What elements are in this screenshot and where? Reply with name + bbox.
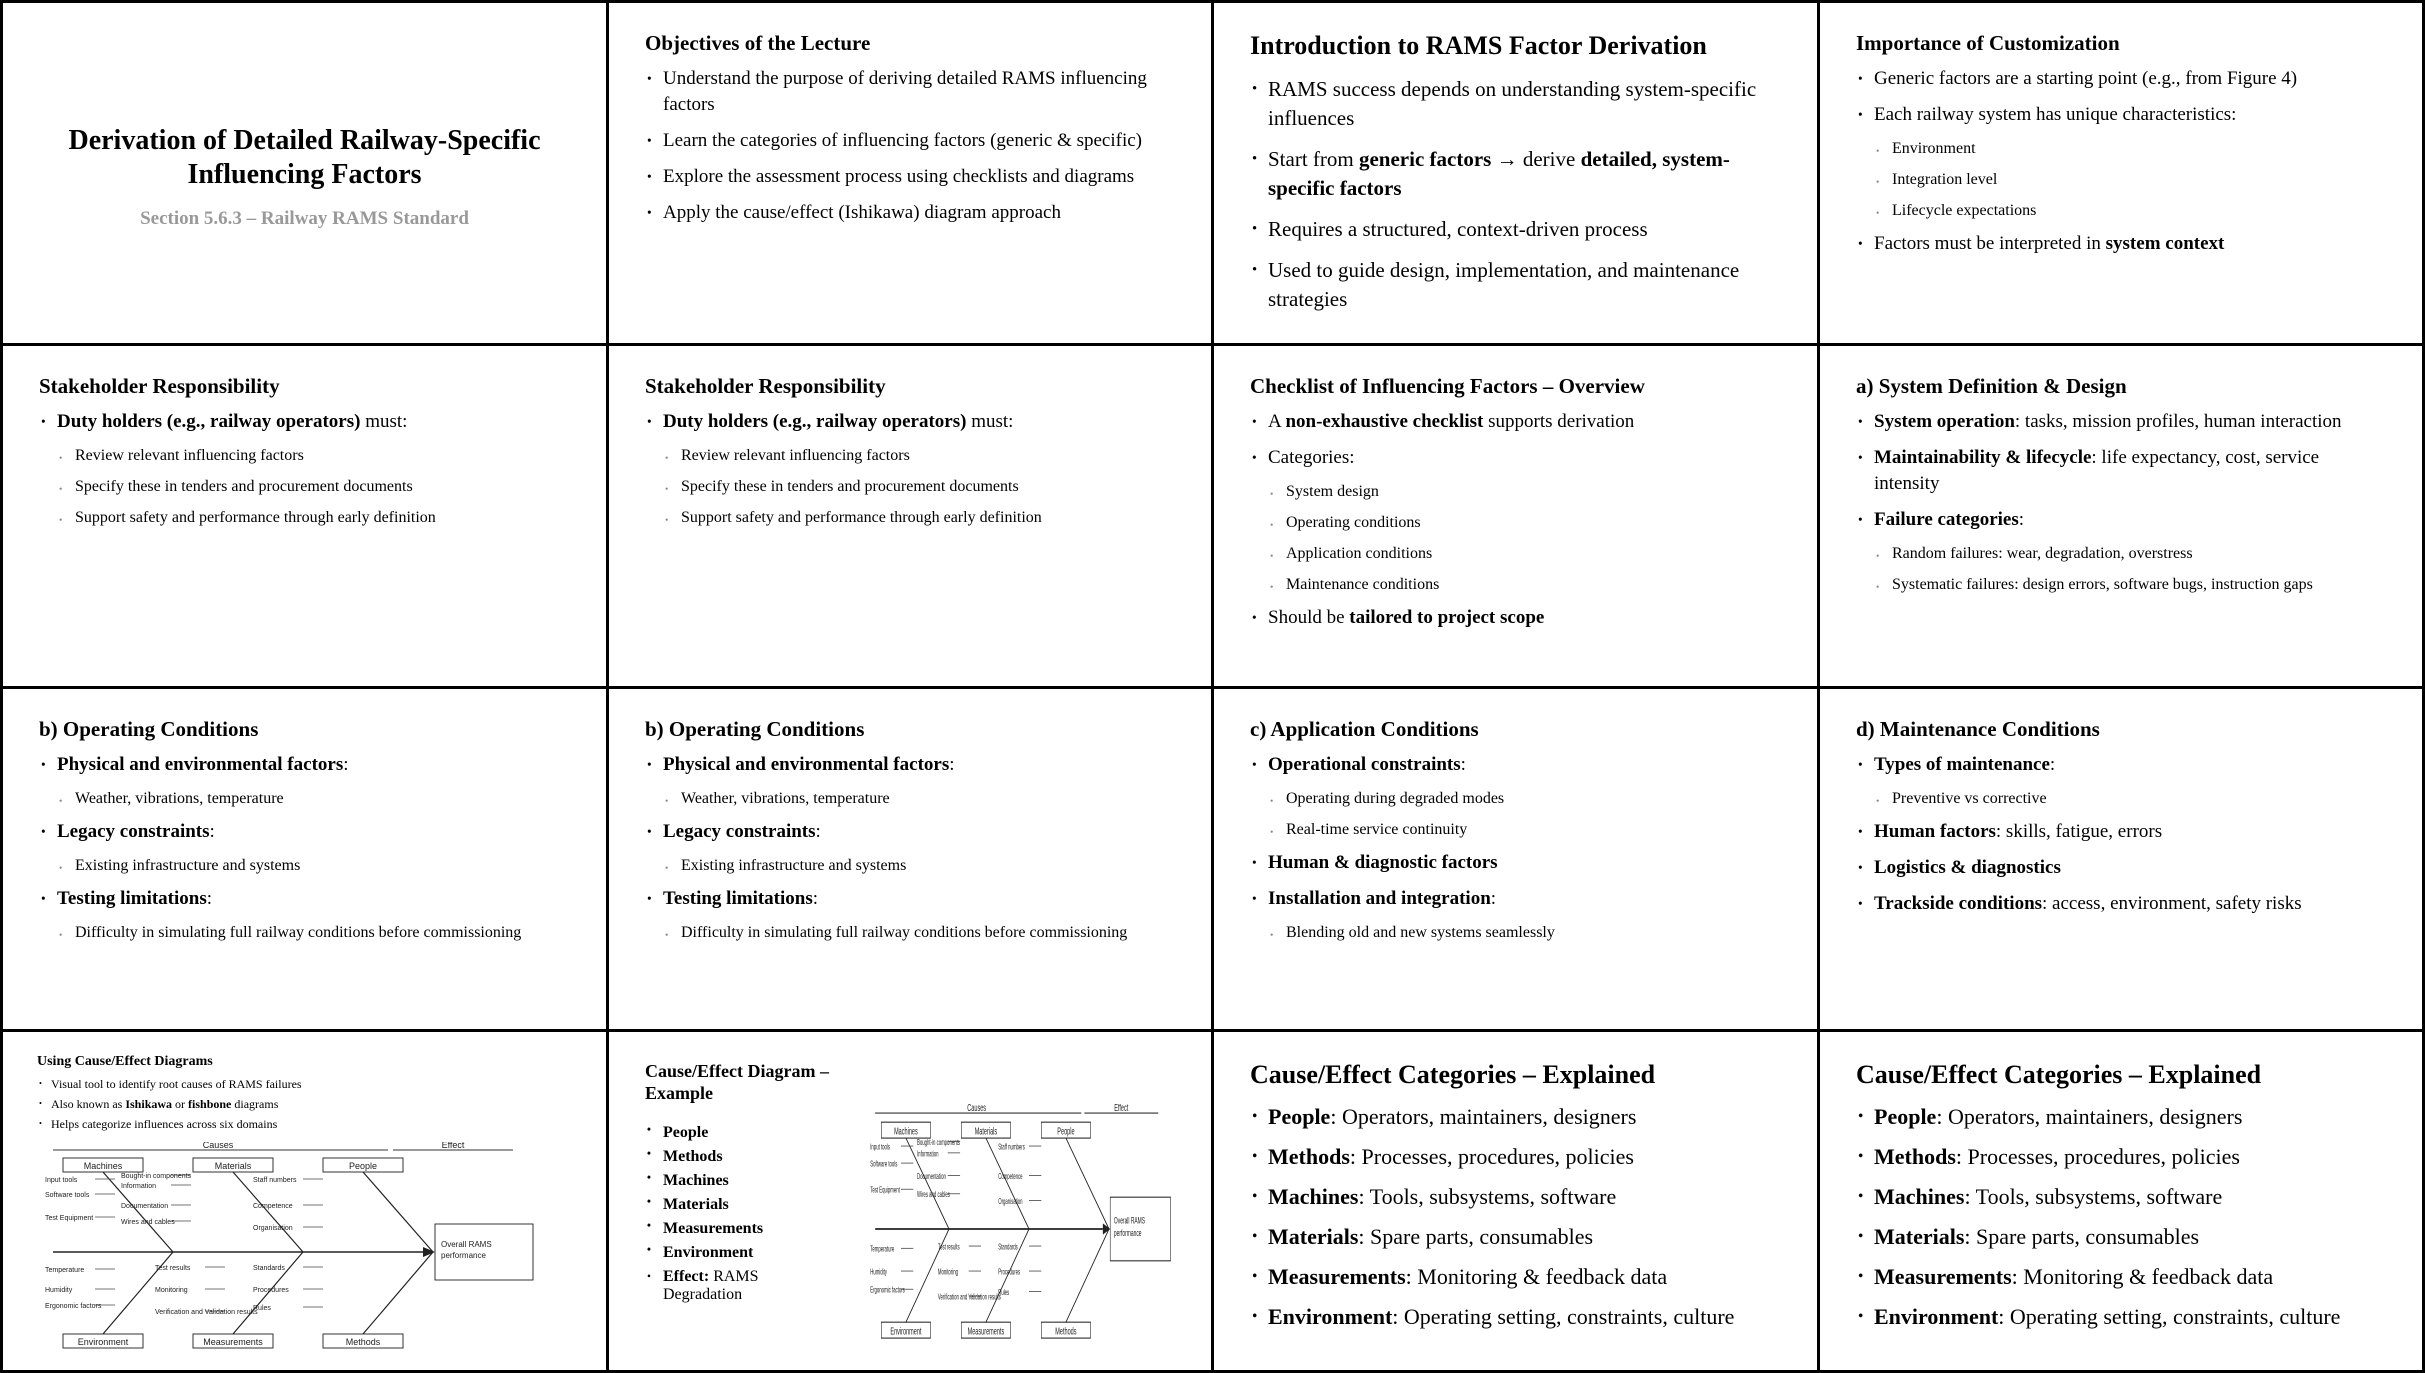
cause-label: Standards bbox=[998, 1243, 1018, 1252]
bullet: • Helps categorize influences across six domains bbox=[37, 1116, 576, 1132]
cause-label: Software tools bbox=[870, 1160, 898, 1169]
sub-bullet: • Support safety and performance through early definition bbox=[39, 507, 570, 529]
bullet: • Environment bbox=[645, 1244, 825, 1262]
slide-9[interactable] bbox=[3, 689, 606, 1029]
bullet: • Operational constraints: bbox=[1250, 752, 1781, 778]
causes-label: Causes bbox=[202, 1142, 234, 1150]
cause-label: Information bbox=[917, 1150, 939, 1159]
sub-bullet: • Integration level bbox=[1856, 169, 2386, 191]
slide-8[interactable] bbox=[1820, 346, 2422, 686]
slide-title: Cause/Effect Diagram – Example bbox=[645, 1061, 829, 1103]
bullet: • Materials: Spare parts, consumables bbox=[1250, 1222, 1781, 1252]
slide-10[interactable] bbox=[609, 689, 1211, 1029]
cause-label: Bought-in components bbox=[121, 1173, 192, 1180]
slide-14[interactable] bbox=[609, 1032, 1211, 1370]
slide-11[interactable] bbox=[1214, 689, 1817, 1029]
bullet: • Testing limitations: bbox=[39, 886, 570, 912]
bullet: • Effect: RAMS Degradation bbox=[645, 1268, 825, 1304]
bone bbox=[363, 1172, 433, 1252]
bullet: • Understand the purpose of deriving detailed RAMS influencing factors bbox=[645, 66, 1175, 118]
bullet: • RAMS success depends on understanding system-specific influences bbox=[1250, 75, 1781, 133]
sub-bullet: • Existing infrastructure and systems bbox=[645, 855, 1175, 877]
sub-bullet: • Existing infrastructure and systems bbox=[39, 855, 570, 877]
slide-title: b) Operating Conditions bbox=[39, 717, 259, 741]
bullet: • Factors must be interpreted in system context bbox=[1856, 231, 2386, 257]
slide-6[interactable] bbox=[609, 346, 1211, 686]
bullet: • Logistics & diagnostics bbox=[1856, 855, 2386, 881]
bullet: • People bbox=[645, 1124, 825, 1142]
slide-title: Importance of Customization bbox=[1856, 31, 2120, 55]
bullet: • People: Operators, maintainers, designers bbox=[1250, 1102, 1781, 1132]
category-label: Materials bbox=[974, 1125, 998, 1138]
sub-bullet: • Difficulty in simulating full railway conditions before commissioning bbox=[645, 922, 1175, 944]
bullet: • Methods: Processes, procedures, policies bbox=[1250, 1142, 1781, 1172]
fishbone-large bbox=[45, 1142, 533, 1348]
sub-bullet: • Specify these in tenders and procurement documents bbox=[645, 476, 1175, 498]
bullet: • A non-exhaustive checklist supports derivation bbox=[1250, 409, 1781, 435]
bullet: • Requires a structured, context-driven process bbox=[1250, 215, 1781, 244]
bullet: • Legacy constraints: bbox=[645, 819, 1175, 845]
effect-label: Effect bbox=[441, 1142, 465, 1150]
bone bbox=[1066, 1229, 1109, 1322]
bullet: • Explore the assessment process using checklists and diagrams bbox=[645, 164, 1175, 190]
bullet: • Categories: bbox=[1250, 445, 1781, 471]
sub-bullet: • Maintenance conditions bbox=[1250, 574, 1781, 596]
sub-bullet: • Real-time service continuity bbox=[1250, 819, 1781, 841]
cause-label: Test results bbox=[937, 1243, 960, 1252]
bullet: • Visual tool to identify root causes of RAMS failures bbox=[37, 1076, 576, 1092]
cause-label: Organisation bbox=[998, 1197, 1023, 1207]
slide-12[interactable] bbox=[1820, 689, 2422, 1029]
result-label: Overall RAMS bbox=[441, 1240, 492, 1249]
slide-title: Objectives of the Lecture bbox=[645, 31, 871, 55]
fishbone-diagram-small bbox=[869, 1104, 1189, 1354]
bullet: • Materials: Spare parts, consumables bbox=[1856, 1222, 2386, 1252]
sub-bullet: • System design bbox=[1250, 481, 1781, 503]
cause-label: Standards bbox=[253, 1265, 285, 1272]
sub-bullet: • Operating conditions bbox=[1250, 512, 1781, 534]
sub-bullet: • Operating during degraded modes bbox=[1250, 788, 1781, 810]
sub-bullet: • Preventive vs corrective bbox=[1856, 788, 2386, 810]
bullet: • Human factors: skills, fatigue, errors bbox=[1856, 819, 2386, 845]
category-label: Environment bbox=[890, 1325, 922, 1338]
cause-label: Documentation bbox=[121, 1203, 169, 1210]
bullet: • Testing limitations: bbox=[645, 886, 1175, 912]
bone bbox=[1066, 1138, 1109, 1229]
bullet: • Measurements: Monitoring & feedback data bbox=[1250, 1262, 1781, 1292]
slide-5[interactable] bbox=[3, 346, 606, 686]
cause-label: Temperature bbox=[870, 1245, 895, 1255]
slide-title: Stakeholder Responsibility bbox=[39, 374, 280, 398]
bullet: • Types of maintenance: bbox=[1856, 752, 2386, 778]
bullet: • Measurements bbox=[645, 1220, 825, 1238]
bullet: • Machines: Tools, subsystems, software bbox=[1250, 1182, 1781, 1212]
sub-bullet: • Application conditions bbox=[1250, 543, 1781, 565]
bullet: • People: Operators, maintainers, designers bbox=[1856, 1102, 2386, 1132]
category-label: People bbox=[348, 1161, 378, 1171]
bullet: • Environment: Operating setting, constraints, culture bbox=[1856, 1302, 2386, 1332]
slide-13[interactable] bbox=[3, 1032, 606, 1370]
slide-16[interactable] bbox=[1820, 1032, 2422, 1370]
slide-title: Using Cause/Effect Diagrams bbox=[37, 1054, 213, 1069]
bullet: • Should be tailored to project scope bbox=[1250, 605, 1781, 631]
causes-label: Causes bbox=[967, 1104, 987, 1114]
bullet: • Physical and environmental factors: bbox=[645, 752, 1175, 778]
slide-subtitle: Section 5.6.3 – Railway RAMS Standard bbox=[140, 208, 469, 229]
spine-arrow bbox=[423, 1247, 435, 1257]
category-label: Methods bbox=[1055, 1325, 1077, 1338]
slide-15[interactable] bbox=[1214, 1032, 1817, 1370]
cause-label: Procedures bbox=[998, 1268, 1021, 1277]
sub-bullet: • Review relevant influencing factors bbox=[645, 445, 1175, 467]
cause-label: Monitoring bbox=[155, 1287, 188, 1294]
bullet: • Failure categories: bbox=[1856, 507, 2386, 533]
cause-label: Ergonomic factors bbox=[45, 1303, 102, 1310]
bullet: • Methods: Processes, procedures, policies bbox=[1856, 1142, 2386, 1172]
cause-label: Humidity bbox=[870, 1268, 887, 1277]
sub-bullet: • Review relevant influencing factors bbox=[39, 445, 570, 467]
cause-label: Verification and Validation results bbox=[155, 1309, 258, 1316]
cause-label: Bought-in components bbox=[917, 1138, 960, 1148]
slide-3[interactable] bbox=[1214, 3, 1817, 343]
cause-label: Input tools bbox=[45, 1177, 78, 1184]
bullet: • Learn the categories of influencing factors (generic & specific) bbox=[645, 128, 1175, 154]
bone bbox=[363, 1252, 433, 1334]
slide-title: Derivation of Detailed Railway-Specific Influencing Factors bbox=[68, 125, 541, 190]
slide-title: Cause/Effect Categories – Explained bbox=[1856, 1060, 2262, 1089]
bullet: • Duty holders (e.g., railway operators) must: bbox=[39, 409, 570, 435]
slide-4[interactable] bbox=[1820, 3, 2422, 343]
cause-label: Wires and cables bbox=[917, 1190, 950, 1200]
bullet: • Measurements: Monitoring & feedback data bbox=[1856, 1262, 2386, 1292]
cause-label: Staff numbers bbox=[253, 1177, 297, 1184]
category-label: Methods bbox=[345, 1337, 381, 1347]
cause-label: Documentation bbox=[917, 1172, 946, 1182]
category-label: Measurements bbox=[203, 1337, 263, 1347]
category-label: Environment bbox=[77, 1337, 129, 1347]
cause-label: Input tools bbox=[870, 1143, 891, 1152]
cause-label: Information bbox=[121, 1183, 157, 1190]
cause-label: Test Equipment bbox=[45, 1215, 94, 1222]
cause-label: Test Equipment bbox=[870, 1186, 900, 1196]
sub-bullet: • Systematic failures: design errors, software bugs, instruction gaps bbox=[1856, 574, 2386, 596]
bullet: • Each railway system has unique characteristics: bbox=[1856, 102, 2386, 128]
slide-title: Checklist of Influencing Factors – Overview bbox=[1250, 374, 1645, 398]
bullet: • Environment: Operating setting, constraints, culture bbox=[1250, 1302, 1781, 1332]
bullet: • Also known as Ishikawa or fishbone diagrams bbox=[37, 1096, 576, 1112]
category-label: Measurements bbox=[967, 1325, 1005, 1338]
cause-label: Software tools bbox=[45, 1192, 90, 1199]
bullet: • Trackside conditions: access, environment, safety risks bbox=[1856, 891, 2386, 917]
cause-label: Verification and Validation results bbox=[937, 1293, 1001, 1302]
cause-label: Temperature bbox=[45, 1267, 85, 1274]
bullet: • Machines bbox=[645, 1172, 825, 1190]
category-label: Machines bbox=[83, 1161, 123, 1171]
sub-bullet: • Support safety and performance through early definition bbox=[645, 507, 1175, 529]
slide-title: Stakeholder Responsibility bbox=[645, 374, 886, 398]
cause-label: Competence bbox=[998, 1172, 1023, 1182]
bullet: • Methods bbox=[645, 1148, 825, 1166]
effect-label: Effect bbox=[1114, 1104, 1129, 1114]
sub-bullet: • Environment bbox=[1856, 138, 2386, 160]
slide-2[interactable] bbox=[609, 3, 1211, 343]
bone bbox=[233, 1172, 303, 1252]
sub-bullet: • Random failures: wear, degradation, overstress bbox=[1856, 543, 2386, 565]
sub-bullet: • Lifecycle expectations bbox=[1856, 200, 2386, 222]
cause-label: Humidity bbox=[45, 1287, 73, 1294]
bullet: • Physical and environmental factors: bbox=[39, 752, 570, 778]
result-label: performance bbox=[1113, 1227, 1142, 1239]
slide-1[interactable] bbox=[3, 3, 606, 343]
slide-title: d) Maintenance Conditions bbox=[1856, 717, 2100, 741]
category-label: People bbox=[1057, 1125, 1075, 1138]
bullet: • Installation and integration: bbox=[1250, 886, 1781, 912]
slide-title: b) Operating Conditions bbox=[645, 717, 865, 741]
sub-bullet: • Specify these in tenders and procurement documents bbox=[39, 476, 570, 498]
bullet: • Apply the cause/effect (Ishikawa) diagram approach bbox=[645, 200, 1175, 226]
bullet: • System operation: tasks, mission profiles, human interaction bbox=[1856, 409, 2386, 435]
sub-bullet: • Weather, vibrations, temperature bbox=[39, 788, 570, 810]
bullet: • Duty holders (e.g., railway operators) must: bbox=[645, 409, 1175, 435]
result-label: performance bbox=[441, 1251, 486, 1260]
bullet: • Maintainability & lifecycle: life expectancy, cost, service intensity bbox=[1856, 445, 2386, 497]
cause-label: Rules bbox=[253, 1305, 271, 1312]
result-label: Overall RAMS bbox=[1113, 1214, 1146, 1226]
cause-label: Wires and cables bbox=[121, 1219, 175, 1226]
category-label: Machines bbox=[894, 1125, 918, 1138]
bullet: • Start from generic factors → derive detailed, system-specific factors bbox=[1250, 145, 1781, 203]
cause-label: Ergonomic factors bbox=[870, 1286, 905, 1296]
sub-bullet: • Weather, vibrations, temperature bbox=[645, 788, 1175, 810]
bullet: • Legacy constraints: bbox=[39, 819, 570, 845]
cause-label: Monitoring bbox=[937, 1268, 958, 1277]
sub-bullet: • Difficulty in simulating full railway conditions before commissioning bbox=[39, 922, 570, 944]
fishbone-small bbox=[870, 1104, 1170, 1338]
cause-label: Competence bbox=[253, 1203, 293, 1210]
spine-arrow bbox=[1103, 1223, 1110, 1234]
slide-7[interactable] bbox=[1214, 346, 1817, 686]
cause-label: Rules bbox=[998, 1288, 1010, 1298]
cause-label: Organisation bbox=[253, 1225, 293, 1232]
bullet: • Used to guide design, implementation, and maintenance strategies bbox=[1250, 256, 1781, 314]
cause-label: Staff numbers bbox=[998, 1143, 1025, 1152]
slide-title: Cause/Effect Categories – Explained bbox=[1250, 1060, 1656, 1089]
slide-title: a) System Definition & Design bbox=[1856, 374, 2127, 398]
bullet: • Human & diagnostic factors bbox=[1250, 850, 1781, 876]
fishbone-diagram bbox=[43, 1142, 563, 1362]
category-label: Materials bbox=[214, 1161, 252, 1171]
bullet: • Machines: Tools, subsystems, software bbox=[1856, 1182, 2386, 1212]
bullet: • Materials bbox=[645, 1196, 825, 1214]
sub-bullet: • Blending old and new systems seamlessly bbox=[1250, 922, 1781, 944]
cause-label: Procedures bbox=[253, 1287, 289, 1294]
cause-label: Test results bbox=[155, 1265, 191, 1272]
slide-title: c) Application Conditions bbox=[1250, 717, 1479, 741]
slide-title: Introduction to RAMS Factor Derivation bbox=[1250, 31, 1707, 60]
bullet: • Generic factors are a starting point (e.g., from Figure 4) bbox=[1856, 66, 2386, 92]
